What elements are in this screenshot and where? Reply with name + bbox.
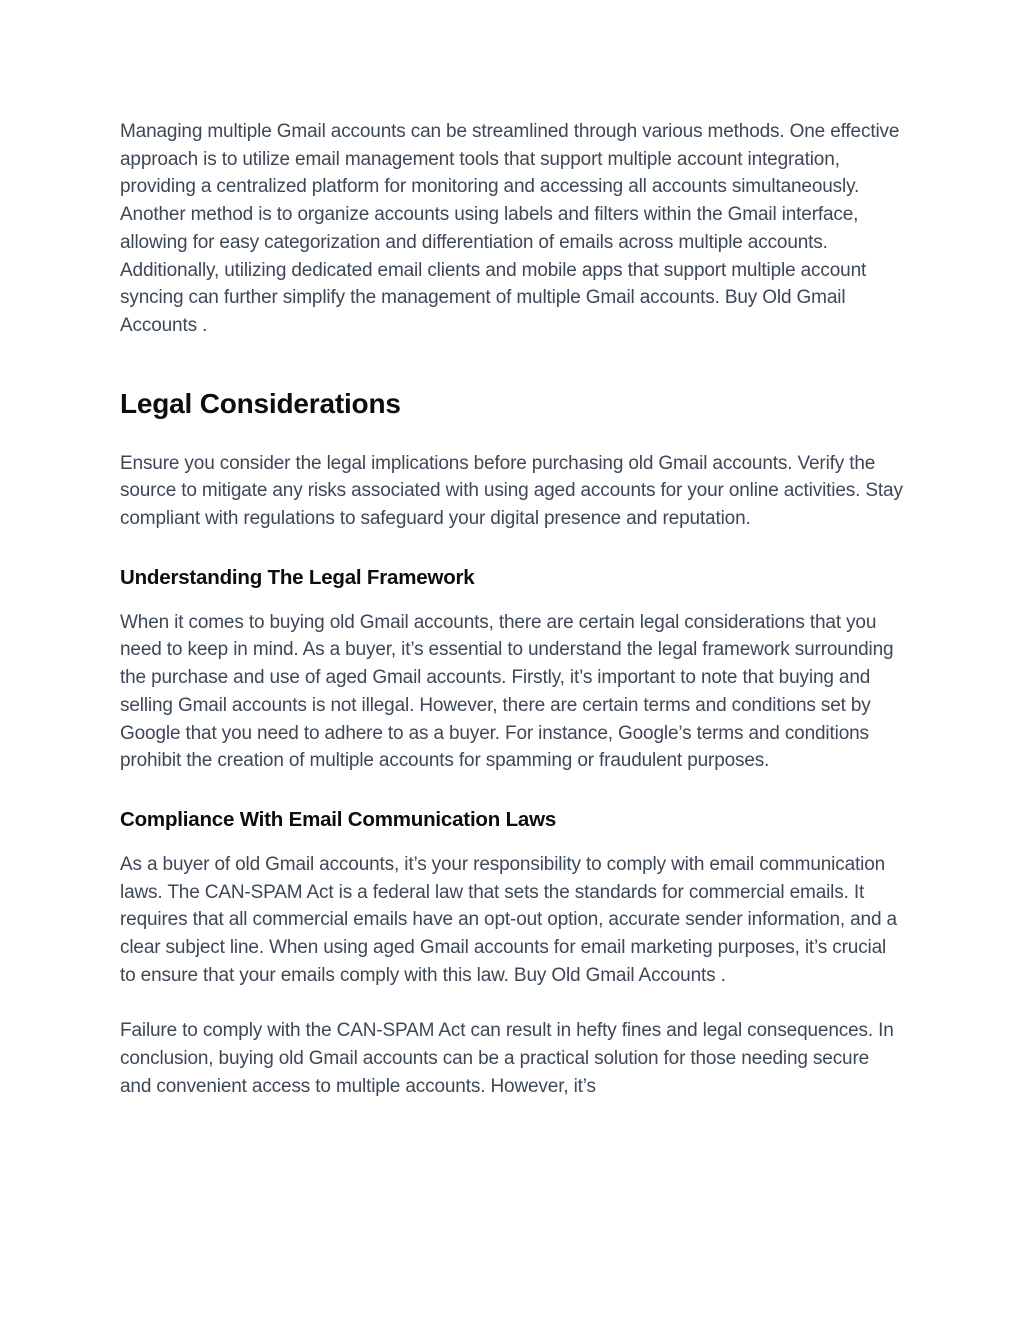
paragraph-legal-overview: Ensure you consider the legal implications before purchasing old Gmail accounts. Verify the source to mitigate any risks associated with using aged accounts for your online activities. Stay compliant with regulations to safeguard your digital presence and reputation. <box>120 452 903 530</box>
paragraph-legal-framework: When it comes to buying old Gmail accounts, there are certain legal considerations that you need to keep in mind. As a buyer, it’s essential to understand the legal framework surrounding the purchase and use of aged Gmail accounts. Firstly, it’s important to note that buying and selling Gmail accounts is not illegal. However, there are certain terms and conditions set by Google that you need to adhere to as a buyer. For instance, Google’s terms and conditions prohibit the creation of multiple accounts for spamming or fraudulent purposes. <box>120 611 894 772</box>
subheading-legal-framework: Understanding The Legal Framework <box>120 565 475 589</box>
subheading-compliance-laws: Compliance With Email Communication Laws <box>120 807 557 831</box>
heading-legal-considerations: Legal Considerations <box>120 387 401 419</box>
paragraph-managing-accounts: Managing multiple Gmail accounts can be streamlined through various methods. One effective approach is to utilize email management tools that support multiple account integration, providing a centralized platform for monitoring and accessing all accounts simultaneously. Another method is to organize accounts using labels and filters within the Gmail interface, allowing for easy categorization and differentiation of emails across multiple accounts. Additionally, utilizing dedicated email clients and mobile apps that support multiple account syncing can further simplify the management of multiple Gmail accounts. Buy Old Gmail Accounts . <box>120 121 900 336</box>
document-content <box>120 118 904 1129</box>
paragraph-compliance-laws: As a buyer of old Gmail accounts, it’s your responsibility to comply with email communication laws. The CAN-SPAM Act is a federal law that sets the standards for commercial emails. It requires that all commercial emails have an opt-out option, accurate sender information, and a clear subject line. When using aged Gmail accounts for email marketing purposes, it’s crucial to ensure that your emails comply with this law. Buy Old Gmail Accounts . <box>120 853 897 986</box>
paragraph-conclusion: Failure to comply with the CAN-SPAM Act can result in hefty fines and legal consequences. In conclusion, buying old Gmail accounts can be a practical solution for those needing secure and convenient access to multiple accounts. However, it’s <box>120 1020 894 1097</box>
